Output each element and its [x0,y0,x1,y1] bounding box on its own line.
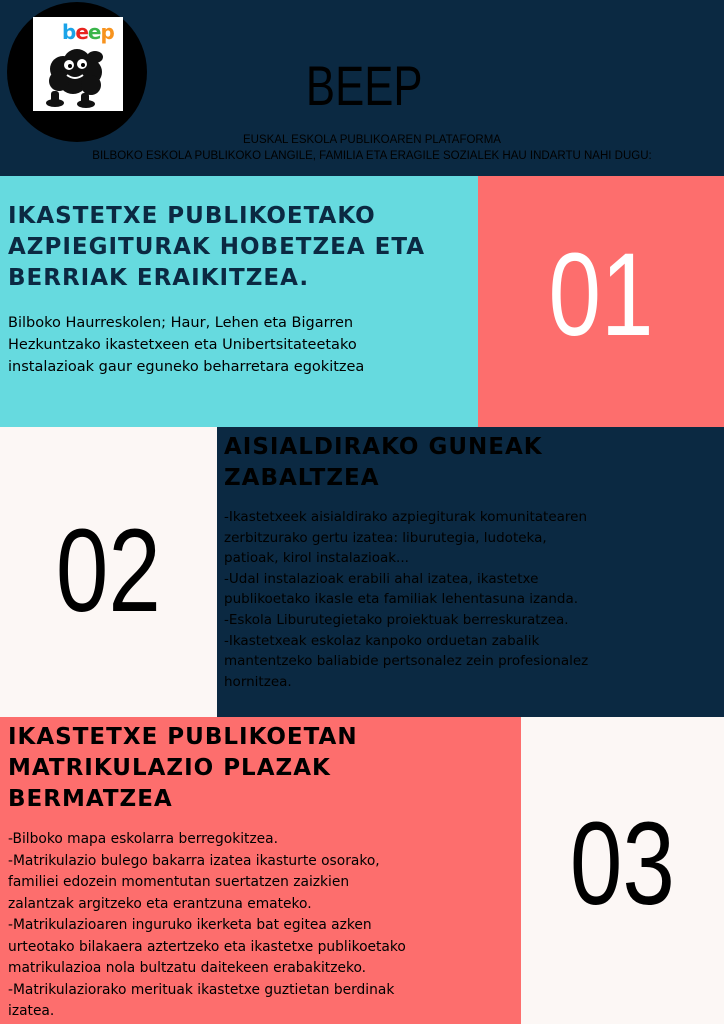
heading-line: AISIALDIRAKO GUNEAK [224,434,543,460]
section-1-number: 01 [548,229,654,361]
body-line: matrikulazioa nola bultzatu daitekeen erabakitzeko. [8,960,367,976]
body-line: zerbitzurako gertu izatea: liburutegia, ludoteka, [224,529,547,546]
heading-line: BERRIAK ERAIKITZEA. [8,265,310,291]
logo-letter: e [75,20,88,44]
logo-letter: p [100,20,114,44]
body-line: patioak, kirol instalazioak... [224,550,409,567]
section-1-body [8,312,478,378]
subtitle-platform: EUSKAL ESKOLA PUBLIKOAREN PLATAFORMA [243,134,501,146]
body-line: publikoetako ikasle eta familiak lehentasuna izanda. [224,591,579,608]
body-line: -Ikastetxeek aisialdirako azpiegiturak komunitatearen [224,509,588,525]
heading-line: IKASTETXE PUBLIKOETAKO [8,203,376,229]
logo-wordmark [62,20,114,44]
section-3-heading [8,722,520,815]
body-line: urteotako bilakaera aztertzeko eta ikastetxe publikoetako [8,938,406,955]
section-2-body [224,507,722,692]
section-3-body [8,829,520,1023]
body-line: izatea. [8,1003,55,1019]
body-line: -Matrikulaziorako merituak ikastetxe guztietan berdinak [8,981,395,998]
subtitle-mission: BILBOKO ESKOLA PUBLIKOKO LANGILE, FAMILIA ETA ERAGILE SOZIALEK HAU INDARTU NAHI DUGU: [92,150,652,162]
body-line: hornitzea. [224,673,292,690]
logo-letter: b [62,20,76,44]
logo-letter: e [87,20,101,44]
body-line: -Eskola Liburutegietako proiektuak berreskuratzea. [224,611,569,628]
body-line: mantentzeko baliabide pertsonalez zein profesionalez [224,653,589,670]
body-line: -Ikastetxeak eskolaz kanpoko orduetan zabalik [224,632,540,649]
section-2-heading [224,432,724,494]
body-line: -Matrikulazio bulego bakarra izatea ikasturte osorako, [8,852,380,869]
body-line: familiei edozein momentutan suertatzen zaizkien [8,874,350,890]
body-line: Bilboko Haurreskolen; Haur, Lehen eta Bigarren [8,315,354,331]
heading-line: AZPIEGITURAK HOBETZEA ETA [8,234,426,260]
section-2-number: 02 [55,505,161,637]
heading-line: BERMATZEA [8,786,173,812]
heading-line: IKASTETXE PUBLIKOETAN [8,724,358,750]
page-title: BEEP [305,54,423,117]
body-line: instalazioak gaur eguneko beharretara egokitzea [8,359,365,375]
body-line: -Bilboko mapa eskolarra berregokitzea. [8,831,279,847]
body-line: Hezkuntzako ikastetxeen eta Unibertsitateetako [8,337,357,353]
heading-line: ZABALTZEA [224,465,380,491]
section-1-heading [8,201,478,294]
section-3-number: 03 [569,798,675,930]
heading-line: MATRIKULAZIO PLAZAK [8,755,331,781]
body-line: zalantzak argitzeko eta erantzuna emateko. [8,895,312,912]
body-line: -Matrikulazioaren inguruko ikerketa bat egitea azken [8,917,372,933]
body-line: -Udal instalazioak erabili ahal izatea, ikastetxe [224,570,539,587]
